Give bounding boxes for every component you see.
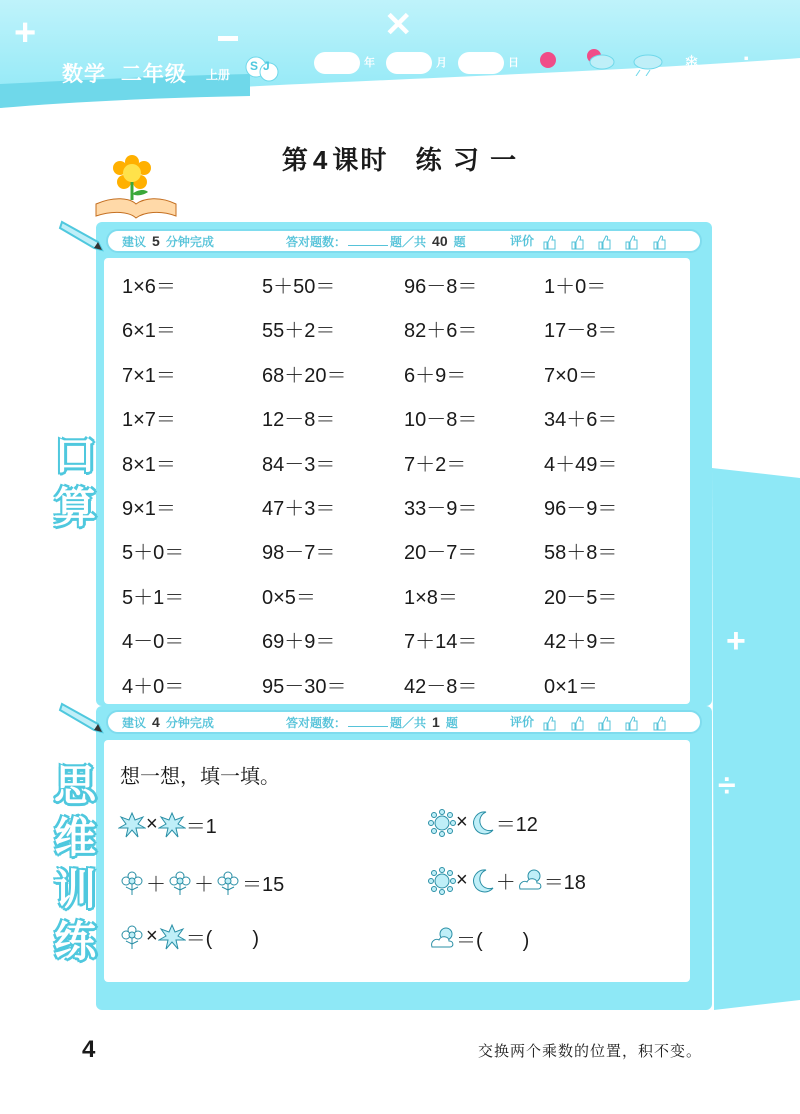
lesson-title-suffix: 课时 [332,145,389,175]
math-problem[interactable]: 95－30＝ [262,676,347,698]
pencil-icon-svg [58,694,108,734]
math-problem[interactable]: 58＋8＝ [544,542,618,564]
footer-tip: 交换两个乘数的位置，积不变。 [478,1042,703,1060]
section1-score [286,231,466,251]
section2-suggest [122,712,214,732]
math-problem[interactable]: 4＋49＝ [544,454,618,476]
pencil-icon-svg [58,212,108,252]
header-volume: 上册 [206,68,231,82]
math-problem[interactable]: 9×1＝ [122,498,176,520]
section2-correct-blank[interactable] [348,714,388,727]
thumb-icon[interactable] [597,715,611,731]
leaf-icon [158,811,186,839]
math-problem[interactable]: 7＋2＝ [404,454,467,476]
think-eq-left-3-answer[interactable]: ＝( ) [185,928,260,950]
math-problem[interactable]: 5＋50＝ [262,276,336,298]
math-problem[interactable]: 5＋1＝ [122,587,185,609]
math-problem[interactable]: 5＋0＝ [122,542,185,564]
section2-rating-label: 评价 [510,715,535,729]
math-problem[interactable]: 4＋0＝ [122,676,185,698]
cloud-sun-icon [516,867,544,895]
section2-label: 思维训练 [54,762,97,965]
section1-info-bar [106,229,702,253]
math-problem[interactable]: 42＋9＝ [544,631,618,653]
section1-rating [510,231,671,251]
math-problem[interactable]: 55＋2＝ [262,320,336,342]
think-eq-right-1-result: ＝12 [495,814,538,836]
section2-total-suffix: 题 [445,716,458,730]
math-problem[interactable]: 17－8＝ [544,320,618,342]
math-problem[interactable]: 7＋14＝ [404,631,478,653]
day-label: 日 [508,57,519,69]
math-problem[interactable]: 84－3＝ [262,454,336,476]
math-problem[interactable]: 96－9＝ [544,498,618,520]
math-problem[interactable]: 4－0＝ [122,631,185,653]
think-eq-left-1 [118,810,217,839]
math-problem[interactable]: 8×1＝ [122,454,176,476]
think-eq-left-3 [118,922,259,951]
thumb-icon[interactable] [542,234,556,250]
math-problem[interactable]: 98－7＝ [262,542,336,564]
svg-text:❄: ❄ [684,52,700,73]
section2-suggest-minutes: 4 [152,714,160,730]
section2-info-bar [106,710,702,734]
pencil-icon [58,212,108,252]
math-problem[interactable]: 82＋6＝ [404,320,478,342]
thumb-icon[interactable] [624,715,638,731]
think-eq-right-2-result: ＝18 [543,872,586,894]
section1-suggest-minutes: 5 [152,233,160,249]
math-problem[interactable]: 0×1＝ [544,676,598,698]
section2-rating [510,712,671,732]
math-problem[interactable]: 47＋3＝ [262,498,336,520]
math-problem[interactable]: 7×1＝ [122,365,176,387]
sun-icon [428,867,456,895]
section1-total-suffix: 题 [453,235,466,249]
thumb-icon[interactable] [652,234,666,250]
think-eq-right-3-answer[interactable]: ＝( ) [456,930,530,952]
math-problem[interactable]: 20－5＝ [544,587,618,609]
moon-icon [468,867,496,895]
thumb-icon[interactable] [624,234,638,250]
math-problem[interactable]: 20－7＝ [404,542,478,564]
section1-total: 40 [432,233,448,249]
flower-icon [166,869,194,897]
page-number: 4 [82,1036,96,1063]
month-label: 月 [436,57,447,69]
section2-suggest-suffix: 分钟完成 [165,716,214,730]
math-problem[interactable]: 6＋9＝ [404,365,467,387]
think-eq-right-3 [428,924,529,953]
math-problem[interactable]: 1×8＝ [404,587,458,609]
section2-total: 1 [432,714,440,730]
section2-suggest-label: 建议 [122,716,147,730]
math-problem[interactable]: 96－8＝ [404,276,478,298]
math-problem[interactable]: 6×1＝ [122,320,176,342]
section1-total-prefix: 题／共 [390,235,427,249]
thumb-icon[interactable] [652,715,666,731]
sun-icon [428,809,456,837]
section1-rating-label: 评价 [510,234,535,248]
header-grade: 二年级 [120,63,187,86]
math-problem[interactable]: 1＋0＝ [544,276,607,298]
think-eq-right-1 [428,808,538,837]
lesson-name: 练 习 一 [415,145,519,175]
times-op: × [456,869,468,891]
year-label: 年 [364,57,375,69]
flower-icon [214,869,242,897]
flower-icon [118,869,146,897]
sj-badge-text: SJ [250,59,275,73]
header-subject: 数学 [62,63,106,86]
think-eq-right-2 [428,866,586,895]
section1-correct-label: 答对题数： [286,235,347,249]
moon-icon [468,809,496,837]
section2-correct-label: 答对题数： [286,716,347,730]
math-problem[interactable]: 0×5＝ [262,587,316,609]
svg-text:✕: ✕ [384,6,413,44]
times-op: × [456,811,468,833]
svg-text:÷: ÷ [718,767,736,803]
lesson-number: 4 [312,145,330,175]
section1-suggest-label: 建议 [122,235,147,249]
svg-text:+: + [14,12,37,54]
math-problem[interactable]: 10－8＝ [404,409,478,431]
thumb-icon[interactable] [542,715,556,731]
math-problem[interactable]: 33－9＝ [404,498,478,520]
svg-text:+: + [726,622,746,660]
math-problem[interactable]: 1×7＝ [122,409,176,431]
flower-icon [118,923,146,951]
math-problem[interactable]: 34＋6＝ [544,409,618,431]
mental-math-grid [122,270,682,700]
math-problem[interactable]: 42－8＝ [404,676,478,698]
plus-op: ＋ [194,874,214,896]
thumb-icon[interactable] [570,715,584,731]
lesson-title-prefix: 第 [281,145,310,175]
math-problem[interactable]: 7×0＝ [544,365,598,387]
section1-correct-blank[interactable] [348,233,388,246]
pencil-icon [58,694,108,734]
section1-suggest [122,231,214,251]
thinking-instruction: 想一想，填一填。 [120,766,280,788]
thumb-icon[interactable] [570,234,584,250]
think-eq-left-2-result: ＝15 [242,874,285,896]
svg-text:÷: ÷ [738,48,755,81]
plus-op: ＋ [495,872,516,894]
leaf-icon [118,811,146,839]
cloud-sun-icon [428,925,456,953]
times-op: × [146,925,158,947]
section2-score [286,712,458,732]
think-eq-left-2 [118,868,284,897]
math-problem[interactable]: 69＋9＝ [262,631,336,653]
plus-op: ＋ [146,874,166,896]
leaf-icon [158,923,186,951]
section1-label: 口算 [54,432,97,531]
math-problem[interactable]: 68＋20＝ [262,365,347,387]
section2-total-prefix: 题／共 [390,716,427,730]
math-problem[interactable]: 12－8＝ [262,409,336,431]
think-eq-left-1-result: ＝1 [185,816,217,838]
times-op: × [146,813,158,835]
thumb-icon[interactable] [597,234,611,250]
section1-suggest-suffix: 分钟完成 [165,235,214,249]
math-problem[interactable]: 1×6＝ [122,276,176,298]
